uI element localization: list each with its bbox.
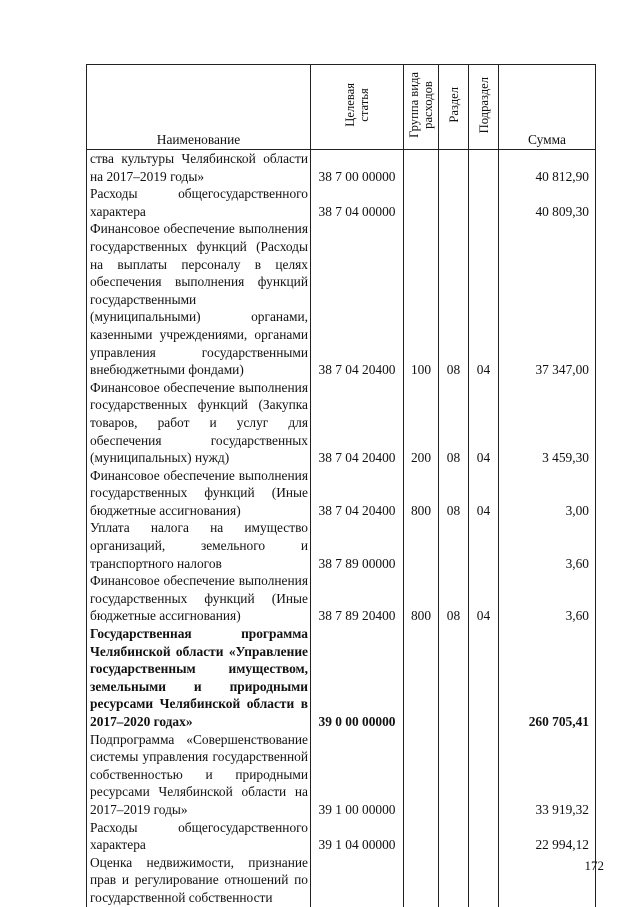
row-section-cell	[439, 185, 469, 220]
row-sum-cell: 3 459,30	[499, 379, 596, 467]
row-group-cell: 200	[404, 379, 439, 467]
header-name: Наименование	[87, 65, 311, 150]
table-row	[87, 379, 596, 467]
row-code-cell: 39 1 00 00000	[311, 731, 404, 819]
row-group-cell: 800	[404, 572, 439, 625]
row-subsection-cell	[469, 150, 499, 186]
header-subsection-cell	[469, 65, 499, 150]
row-section-cell	[439, 150, 469, 186]
row-subsection-cell	[469, 519, 499, 572]
table-body	[87, 150, 596, 907]
row-section-cell	[439, 731, 469, 819]
page-number: 172	[584, 858, 604, 873]
row-name-cell: Финансовое обеспечение выполнения государственных функций (Иные бюджетные ассигнования)	[87, 467, 311, 520]
row-code-cell: 38 7 89 20400	[311, 572, 404, 625]
table-row	[87, 185, 596, 220]
row-code-cell: 38 7 04 20400	[311, 220, 404, 378]
row-name-cell: Оценка недвижимости, признание прав и регулирование отношений по государственной собственности	[87, 854, 311, 907]
row-group-cell	[404, 819, 439, 854]
row-sum-cell: 22 994,12	[499, 819, 596, 854]
row-sum-cell: 3,60	[499, 572, 596, 625]
row-sum-cell: 37 347,00	[499, 220, 596, 378]
table-row	[87, 150, 596, 186]
row-name-cell: Государственная программа Челябинской области «Управление государственным имуществом, земельными и природными ресурсами Челябинской области в 2017–2020 годах»	[87, 625, 311, 731]
table-row	[87, 572, 596, 625]
table-row	[87, 519, 596, 572]
row-name-cell: ства культуры Челябинской области на 2017–2019 годы»	[87, 150, 311, 186]
table-row	[87, 854, 596, 907]
row-sum-cell: 40 809,30	[499, 185, 596, 220]
header-code: Целевая статья	[343, 82, 371, 127]
row-sum-cell: 3,00	[499, 467, 596, 520]
row-subsection-cell: 04	[469, 220, 499, 378]
row-subsection-cell	[469, 854, 499, 907]
row-code-cell: 38 7 00 00000	[311, 150, 404, 186]
header-section-cell	[439, 65, 469, 150]
row-group-cell: 800	[404, 467, 439, 520]
row-subsection-cell	[469, 819, 499, 854]
row-name-cell: Подпрограмма «Совершенствование системы управления государственной собственностью и природными ресурсами Челябинской области на 2017–2019 годы»	[87, 731, 311, 819]
row-group-cell	[404, 185, 439, 220]
row-subsection-cell	[469, 625, 499, 731]
row-subsection-cell	[469, 731, 499, 819]
header-group: Группа вида расходов	[407, 71, 435, 138]
row-name-cell: Расходы общегосударственного характера	[87, 819, 311, 854]
row-group-cell	[404, 625, 439, 731]
table-row	[87, 731, 596, 819]
row-name-cell: Финансовое обеспечение выполнения государственных функций (Иные бюджетные ассигнования)	[87, 572, 311, 625]
header-group-cell	[404, 65, 439, 150]
row-section-cell	[439, 854, 469, 907]
row-name-cell: Финансовое обеспечение выполнения государственных функций (Закупка товаров, работ и услуг для обеспечения государственных (муниципальных) нужд)	[87, 379, 311, 467]
row-sum-cell: 3,60	[499, 519, 596, 572]
table-row	[87, 625, 596, 731]
row-code-cell: 39 1 04 00000	[311, 819, 404, 854]
row-section-cell: 08	[439, 379, 469, 467]
row-code-cell: 38 7 89 00000	[311, 519, 404, 572]
row-code-cell	[311, 854, 404, 907]
row-group-cell: 100	[404, 220, 439, 378]
row-subsection-cell: 04	[469, 467, 499, 520]
row-code-cell: 38 7 04 20400	[311, 379, 404, 467]
table-header	[87, 65, 596, 150]
row-group-cell	[404, 519, 439, 572]
row-section-cell	[439, 819, 469, 854]
table-row	[87, 819, 596, 854]
row-code-cell: 38 7 04 20400	[311, 467, 404, 520]
row-group-cell	[404, 854, 439, 907]
row-name-cell: Уплата налога на имущество организаций, земельного и транспортного налогов	[87, 519, 311, 572]
row-section-cell	[439, 625, 469, 731]
header-code-cell	[311, 65, 404, 150]
header-section: Раздел	[446, 86, 461, 123]
row-code-cell: 39 0 00 00000	[311, 625, 404, 731]
row-section-cell: 08	[439, 572, 469, 625]
row-section-cell: 08	[439, 467, 469, 520]
row-name-cell: Расходы общегосударственного характера	[87, 185, 311, 220]
row-section-cell: 08	[439, 220, 469, 378]
row-name-cell: Финансовое обеспечение выполнения государственных функций (Расходы на выплаты персоналу в целях обеспечения выполнения функций государственными (муниципальными) органами, казенными учреждениями, органами управления государственными внебюджетными фондами)	[87, 220, 311, 378]
row-subsection-cell: 04	[469, 572, 499, 625]
table-row	[87, 220, 596, 378]
row-sum-cell	[499, 854, 596, 907]
row-subsection-cell	[469, 185, 499, 220]
row-sum-cell: 40 812,90	[499, 150, 596, 186]
budget-table	[86, 64, 596, 907]
header-subsection: Подраздел	[476, 76, 491, 133]
row-section-cell	[439, 519, 469, 572]
row-group-cell	[404, 731, 439, 819]
table-row	[87, 467, 596, 520]
row-group-cell	[404, 150, 439, 186]
row-code-cell: 38 7 04 00000	[311, 185, 404, 220]
row-subsection-cell: 04	[469, 379, 499, 467]
row-sum-cell: 33 919,32	[499, 731, 596, 819]
header-sum: Сумма	[499, 65, 596, 150]
row-sum-cell: 260 705,41	[499, 625, 596, 731]
